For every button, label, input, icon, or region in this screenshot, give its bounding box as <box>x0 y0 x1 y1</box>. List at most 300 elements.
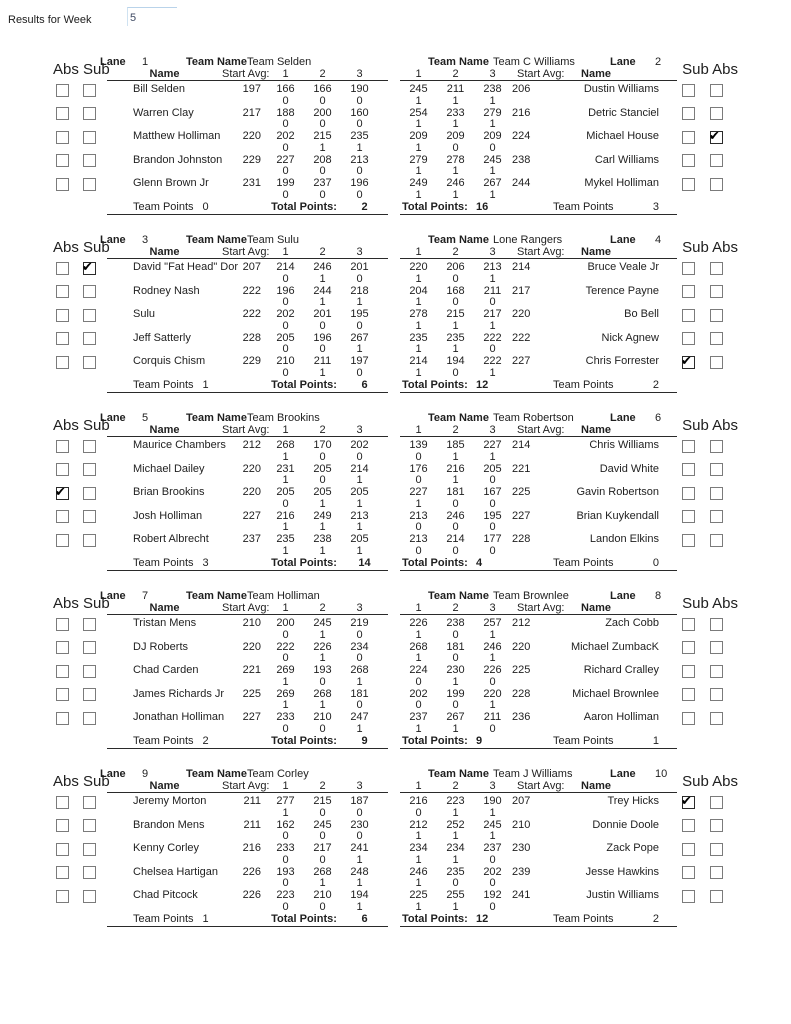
start-avg: 217 <box>512 284 531 297</box>
check-icon: ✔ <box>681 793 692 809</box>
lane-label: Lane <box>100 590 126 602</box>
game2-score: 208 <box>313 153 332 166</box>
checkbox-row <box>53 688 115 701</box>
checkbox-row <box>53 154 115 167</box>
game1-score: 210 <box>276 355 295 367</box>
sub-checkbox[interactable] <box>682 440 695 453</box>
right-team-footer <box>400 735 677 749</box>
sub-checkbox[interactable] <box>682 332 695 345</box>
game2-score: 216 <box>446 462 465 475</box>
game1-score: 246 <box>409 865 428 878</box>
game1-points: 1 <box>415 272 422 285</box>
sub-checkbox[interactable] <box>83 665 96 678</box>
game3-score: 194 <box>350 889 369 901</box>
abs-checkbox[interactable] <box>710 107 723 120</box>
sub-checkbox[interactable] <box>83 796 96 809</box>
game3-score: 267 <box>483 177 502 189</box>
game3-score: 226 <box>483 664 502 676</box>
game1-points: 1 <box>282 544 289 557</box>
game3-points: 1 <box>489 806 496 819</box>
player-name: David White <box>599 462 659 475</box>
right-checkbox-column <box>676 62 738 201</box>
lane-number: 6 <box>655 412 662 424</box>
abs-checkbox[interactable] <box>710 510 723 523</box>
game1-score: 269 <box>276 664 295 676</box>
matchup-block <box>0 55 791 220</box>
sub-checkbox[interactable] <box>681 793 695 809</box>
team-points-label: Team Points <box>133 200 194 213</box>
lane-label: Lane <box>100 234 126 246</box>
game3-points: 0 <box>356 628 363 641</box>
abs-checkbox[interactable] <box>710 866 723 879</box>
abs-checkbox[interactable] <box>710 309 723 322</box>
left-team-table <box>100 589 388 749</box>
sub-checkbox[interactable] <box>83 178 96 191</box>
right-column-headers <box>400 602 677 615</box>
week-label: Results for Week <box>8 14 92 26</box>
sub-checkbox[interactable] <box>682 178 695 191</box>
game3-points: 0 <box>489 675 496 688</box>
total-points-value: 6 <box>361 378 368 391</box>
sub-checkbox[interactable] <box>682 712 695 725</box>
game3-header: 3 <box>489 780 496 792</box>
total-points-label: Total Points: <box>271 912 337 925</box>
abs-checkbox[interactable] <box>710 356 723 369</box>
left-checkbox-column <box>53 240 115 379</box>
player-row <box>400 866 677 890</box>
game1-score: 224 <box>409 664 428 676</box>
start-avg: 228 <box>512 533 531 545</box>
checkbox-row <box>53 866 115 879</box>
game2-points: 0 <box>319 806 326 819</box>
start-avg-header: Start Avg: <box>517 780 565 792</box>
sub-checkbox[interactable] <box>83 487 96 500</box>
abs-checkbox[interactable] <box>56 510 69 523</box>
game2-score: 230 <box>446 664 465 676</box>
game2-header: 2 <box>319 424 326 436</box>
abs-checkbox[interactable] <box>56 534 69 547</box>
abs-checkbox[interactable] <box>710 534 723 547</box>
start-avg: 220 <box>242 486 261 498</box>
game3-points: 0 <box>489 474 496 486</box>
abs-checkbox[interactable] <box>56 866 69 879</box>
sub-checkbox[interactable] <box>682 84 695 97</box>
player-row <box>400 819 677 843</box>
abs-checkbox[interactable] <box>710 440 723 453</box>
game2-score: 245 <box>313 617 332 629</box>
checkbox-row <box>53 131 115 144</box>
sub-abs-header <box>676 62 738 78</box>
matchup-block <box>0 767 791 932</box>
team-name: Lone Rangers <box>493 234 563 246</box>
game1-score: 209 <box>409 130 428 142</box>
team-points-value: 3 <box>202 556 209 569</box>
abs-checkbox[interactable] <box>56 440 69 453</box>
checkbox-row <box>676 353 738 369</box>
abs-checkbox[interactable] <box>56 712 69 725</box>
right-team-header <box>400 233 677 246</box>
left-column-headers <box>107 68 388 81</box>
right-team-table <box>400 589 677 749</box>
start-avg: 224 <box>512 130 531 142</box>
checkbox-row <box>676 890 738 903</box>
player-row <box>400 533 677 557</box>
abs-checkbox[interactable] <box>56 890 69 903</box>
game1-score: 213 <box>409 509 428 522</box>
abs-checkbox[interactable] <box>56 154 69 167</box>
abs-checkbox[interactable] <box>56 332 69 345</box>
game2-header: 2 <box>452 780 459 792</box>
game1-score: 205 <box>276 331 295 344</box>
game3-points: 1 <box>356 474 363 486</box>
abs-checkbox[interactable] <box>710 712 723 725</box>
abs-checkbox[interactable] <box>710 463 723 476</box>
game3-score: 201 <box>350 261 369 273</box>
left-player-rows <box>107 439 388 557</box>
abs-checkbox[interactable] <box>710 665 723 678</box>
abs-header: Abs <box>712 773 738 790</box>
abs-checkbox[interactable] <box>710 285 723 298</box>
left-column-headers <box>107 246 388 259</box>
checkbox-row <box>676 332 738 345</box>
game3-points: 1 <box>489 450 496 463</box>
abs-checkbox[interactable] <box>710 796 723 809</box>
player-name: Bo Bell <box>624 308 659 320</box>
total-points-label: Total Points: <box>402 200 468 213</box>
game3-header: 3 <box>489 246 496 258</box>
sub-checkbox[interactable] <box>83 510 96 523</box>
total-points-label: Total Points: <box>402 378 468 391</box>
game3-score: 195 <box>350 308 369 320</box>
sub-checkbox[interactable] <box>682 510 695 523</box>
game2-points: 1 <box>452 118 459 130</box>
start-avg: 222 <box>242 284 261 297</box>
sub-abs-header <box>676 596 738 612</box>
sub-checkbox[interactable] <box>682 487 695 500</box>
start-avg-header: Start Avg: <box>222 602 270 614</box>
game3-score: 205 <box>483 462 502 475</box>
game3-score: 205 <box>350 486 369 498</box>
left-column-headers <box>107 780 388 793</box>
game3-points: 0 <box>356 94 363 107</box>
game3-score: 222 <box>483 355 502 367</box>
game3-points: 0 <box>489 877 496 889</box>
sub-checkbox[interactable] <box>682 688 695 701</box>
sub-checkbox[interactable] <box>83 866 96 879</box>
abs-checkbox[interactable] <box>56 641 69 654</box>
checkbox-row <box>53 641 115 654</box>
game1-score: 233 <box>276 711 295 723</box>
player-row <box>400 332 677 356</box>
game2-points: 0 <box>319 165 326 177</box>
player-row <box>400 130 677 154</box>
right-player-rows <box>400 795 677 913</box>
start-avg: 217 <box>242 106 261 119</box>
team-name-label: Team Name <box>186 412 247 424</box>
abs-checkbox[interactable] <box>55 484 69 500</box>
game1-score: 212 <box>409 818 428 831</box>
right-player-rows <box>400 439 677 557</box>
game1-score: 277 <box>276 795 295 807</box>
check-icon: ✔ <box>681 353 692 369</box>
sub-checkbox[interactable] <box>83 309 96 322</box>
left-checkbox-rows <box>53 259 115 369</box>
start-avg: 221 <box>512 462 531 475</box>
sub-checkbox[interactable] <box>682 262 695 275</box>
checkbox-row <box>53 712 115 725</box>
abs-checkbox[interactable] <box>710 688 723 701</box>
sub-checkbox[interactable] <box>682 309 695 322</box>
game2-points: 1 <box>319 628 326 641</box>
abs-checkbox[interactable] <box>710 618 723 631</box>
sub-checkbox[interactable] <box>681 353 695 369</box>
sub-checkbox[interactable] <box>83 154 96 167</box>
total-points-value: 4 <box>476 556 483 569</box>
player-name: Jeremy Morton <box>133 795 207 807</box>
game2-score: 238 <box>313 533 332 545</box>
sub-checkbox[interactable] <box>682 107 695 120</box>
game2-points: 0 <box>452 497 459 510</box>
game2-points: 0 <box>452 699 459 711</box>
player-row <box>107 83 388 107</box>
game1-score: 162 <box>276 818 295 831</box>
sub-checkbox[interactable] <box>83 843 96 856</box>
left-team-footer <box>107 735 388 749</box>
sub-abs-header <box>676 774 738 790</box>
left-team-table <box>100 767 388 927</box>
abs-checkbox[interactable] <box>710 819 723 832</box>
checkbox-row <box>53 796 115 809</box>
game1-score: 227 <box>409 486 428 498</box>
sub-checkbox[interactable] <box>83 131 96 144</box>
left-column-headers <box>107 602 388 615</box>
team-points-label: Team Points <box>133 378 194 391</box>
right-team-footer <box>400 201 677 215</box>
abs-checkbox[interactable] <box>710 178 723 191</box>
game2-points: 1 <box>452 343 459 355</box>
sub-checkbox[interactable] <box>682 534 695 547</box>
abs-checkbox[interactable] <box>56 688 69 701</box>
game3-score: 167 <box>483 486 502 498</box>
checkbox-row <box>676 843 738 856</box>
lane-number: 5 <box>142 412 149 424</box>
sub-checkbox[interactable] <box>682 285 695 298</box>
total-points-value: 12 <box>476 378 489 391</box>
abs-checkbox[interactable] <box>56 84 69 97</box>
sub-checkbox[interactable] <box>682 463 695 476</box>
abs-checkbox[interactable] <box>56 131 69 144</box>
abs-checkbox[interactable] <box>56 356 69 369</box>
checkbox-row <box>53 890 115 903</box>
lane-label: Lane <box>610 234 636 246</box>
abs-checkbox[interactable] <box>56 107 69 120</box>
player-name: Chelsea Hartigan <box>133 865 218 878</box>
right-checkbox-rows <box>676 440 738 547</box>
abs-checkbox[interactable] <box>710 332 723 345</box>
start-avg: 207 <box>242 261 261 273</box>
sub-checkbox[interactable] <box>83 618 96 631</box>
abs-checkbox[interactable] <box>56 309 69 322</box>
sub-checkbox[interactable] <box>682 890 695 903</box>
game1-points: 0 <box>282 94 289 107</box>
right-column-headers <box>400 424 677 437</box>
player-name: Landon Elkins <box>589 533 659 545</box>
game3-points: 0 <box>356 165 363 177</box>
start-avg: 226 <box>242 889 261 901</box>
matchup-block <box>0 589 791 754</box>
game3-points: 1 <box>489 272 496 285</box>
left-team-header <box>100 767 388 780</box>
game3-score: 190 <box>483 795 502 807</box>
abs-checkbox[interactable] <box>710 487 723 500</box>
game3-points: 1 <box>489 319 496 332</box>
abs-checkbox[interactable] <box>56 796 69 809</box>
team-points-value: 0 <box>652 556 659 569</box>
game3-points: 1 <box>356 296 363 308</box>
abs-checkbox[interactable] <box>710 843 723 856</box>
game2-score: 194 <box>446 355 465 367</box>
checkbox-row <box>676 510 738 523</box>
checkbox-row <box>53 309 115 322</box>
abs-checkbox[interactable] <box>56 665 69 678</box>
right-team-header <box>400 767 677 780</box>
game3-score: 205 <box>350 533 369 545</box>
player-row <box>400 486 677 510</box>
right-checkbox-rows <box>676 618 738 725</box>
sub-header: Sub <box>682 773 709 790</box>
game1-points: 0 <box>415 450 422 463</box>
game1-score: 139 <box>409 439 428 451</box>
sub-checkbox[interactable] <box>682 154 695 167</box>
sub-checkbox[interactable] <box>82 259 96 275</box>
player-row <box>400 439 677 463</box>
name-header: Name <box>581 246 611 258</box>
game3-points: 0 <box>489 296 496 308</box>
sub-checkbox[interactable] <box>682 866 695 879</box>
game1-score: 188 <box>276 106 295 119</box>
abs-header: Abs <box>712 61 738 78</box>
game1-points: 0 <box>282 272 289 285</box>
right-checkbox-rows <box>676 262 738 369</box>
game1-score: 199 <box>276 177 295 189</box>
sub-checkbox[interactable] <box>83 712 96 725</box>
abs-checkbox[interactable] <box>56 178 69 191</box>
abs-checkbox[interactable] <box>710 262 723 275</box>
abs-checkbox[interactable] <box>710 641 723 654</box>
week-value: 5 <box>130 12 137 24</box>
sub-checkbox[interactable] <box>83 332 96 345</box>
game2-points: 0 <box>319 900 326 913</box>
sub-checkbox[interactable] <box>682 641 695 654</box>
start-avg-header: Start Avg: <box>222 68 270 80</box>
team-name-label: Team Name <box>186 234 247 246</box>
start-avg: 210 <box>512 818 531 831</box>
lane-label: Lane <box>610 56 636 68</box>
sub-checkbox[interactable] <box>682 618 695 631</box>
game2-points: 0 <box>319 319 326 332</box>
start-avg-header: Start Avg: <box>222 246 270 258</box>
sub-checkbox[interactable] <box>83 463 96 476</box>
sub-checkbox[interactable] <box>83 641 96 654</box>
sub-checkbox[interactable] <box>83 688 96 701</box>
game2-score: 245 <box>313 818 332 831</box>
sub-checkbox[interactable] <box>83 890 96 903</box>
player-name: Warren Clay <box>133 106 194 119</box>
sub-checkbox[interactable] <box>682 131 695 144</box>
game3-score: 190 <box>350 83 369 95</box>
sub-checkbox[interactable] <box>83 819 96 832</box>
start-avg: 227 <box>512 509 531 522</box>
abs-checkbox[interactable] <box>56 618 69 631</box>
abs-checkbox[interactable] <box>56 463 69 476</box>
checkbox-row <box>53 259 115 275</box>
game1-points: 1 <box>282 450 289 463</box>
game1-header: 1 <box>415 246 422 258</box>
start-avg: 212 <box>242 439 261 451</box>
abs-checkbox[interactable] <box>56 843 69 856</box>
sub-checkbox[interactable] <box>83 285 96 298</box>
sub-checkbox[interactable] <box>83 356 96 369</box>
abs-checkbox[interactable] <box>710 84 723 97</box>
game3-score: 246 <box>483 640 502 653</box>
checkbox-row <box>53 534 115 547</box>
abs-checkbox[interactable] <box>710 154 723 167</box>
player-row <box>107 130 388 154</box>
team-points-value: 2 <box>652 912 659 925</box>
player-name: Glenn Brown Jr <box>133 177 209 189</box>
abs-checkbox[interactable] <box>709 128 723 144</box>
right-player-rows <box>400 617 677 735</box>
abs-checkbox[interactable] <box>710 890 723 903</box>
left-team-footer <box>107 557 388 571</box>
game3-score: 211 <box>483 711 502 723</box>
game2-score: 200 <box>313 106 332 119</box>
abs-checkbox[interactable] <box>56 819 69 832</box>
checkbox-row <box>53 484 115 500</box>
abs-checkbox[interactable] <box>56 262 69 275</box>
game2-header: 2 <box>452 602 459 614</box>
sub-checkbox[interactable] <box>682 665 695 678</box>
game1-score: 226 <box>409 617 428 629</box>
sub-checkbox[interactable] <box>83 107 96 120</box>
game2-points: 0 <box>452 877 459 889</box>
lane-number: 9 <box>142 768 149 780</box>
game3-points: 1 <box>489 699 496 711</box>
game1-points: 1 <box>415 141 422 154</box>
game2-points: 0 <box>319 343 326 355</box>
game1-points: 0 <box>282 652 289 664</box>
game3-points: 0 <box>356 366 363 379</box>
abs-checkbox[interactable] <box>56 285 69 298</box>
sub-checkbox[interactable] <box>83 440 96 453</box>
game3-points: 0 <box>356 830 363 842</box>
game3-score: 235 <box>350 130 369 142</box>
total-points-value: 9 <box>476 734 483 747</box>
sub-checkbox[interactable] <box>682 843 695 856</box>
player-row <box>400 107 677 131</box>
game3-header: 3 <box>489 602 496 614</box>
game3-points: 0 <box>356 652 363 664</box>
game1-points: 1 <box>415 900 422 913</box>
game2-points: 0 <box>452 521 459 533</box>
sub-checkbox[interactable] <box>83 84 96 97</box>
sub-checkbox[interactable] <box>682 819 695 832</box>
game2-score: 181 <box>446 640 465 653</box>
sub-checkbox[interactable] <box>83 534 96 547</box>
game1-points: 1 <box>415 165 422 177</box>
game1-points: 0 <box>282 165 289 177</box>
checkbox-row <box>53 843 115 856</box>
